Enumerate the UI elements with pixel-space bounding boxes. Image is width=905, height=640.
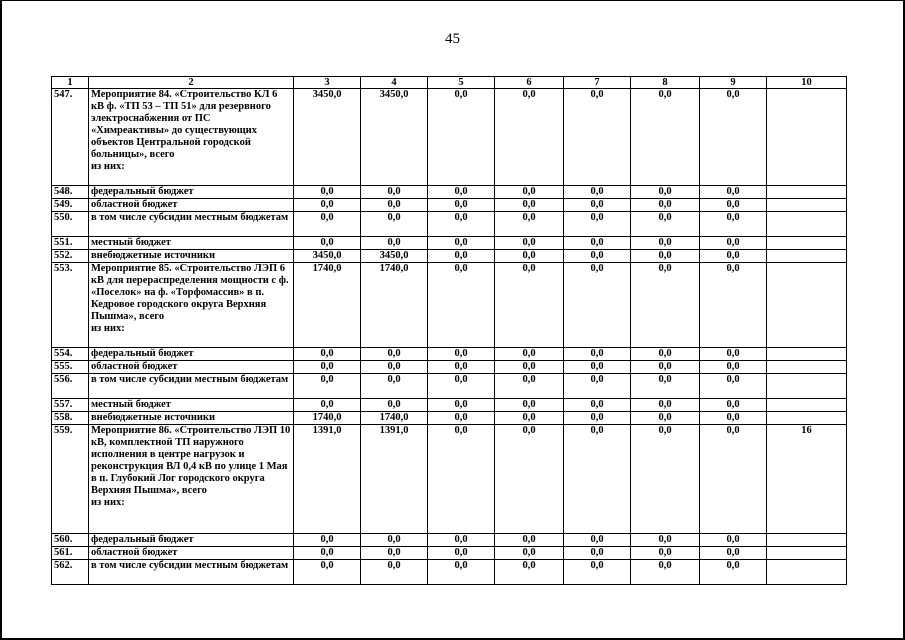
- table-row: [52, 412, 847, 425]
- value-cell: 3450,0: [294, 250, 361, 263]
- value-cell: 0,0: [495, 374, 564, 399]
- value-cell: 0,0: [564, 412, 631, 425]
- value-cell: 0,0: [428, 348, 495, 361]
- table-row: [52, 560, 847, 585]
- value-cell: 0,0: [294, 199, 361, 212]
- item-name-cell: областной бюджет: [89, 361, 294, 374]
- value-cell: 0,0: [428, 399, 495, 412]
- value-cell: 0,0: [564, 237, 631, 250]
- column-10-cell: [767, 212, 847, 237]
- value-cell: 0,0: [564, 361, 631, 374]
- row-number-cell: 552.: [52, 250, 89, 263]
- row-number-cell: 547.: [52, 89, 89, 186]
- item-name-cell: Мероприятие 84. «Строительство КЛ 6 кВ ф. «ТП 53 – ТП 51» для резервного электроснабжения от ПС «Химреактивы» до существующих объектов Центральной городской больницы», всего из них:: [89, 89, 294, 186]
- table-row: [52, 361, 847, 374]
- table-row: [52, 425, 847, 534]
- column-10-cell: [767, 399, 847, 412]
- value-cell: 0,0: [294, 186, 361, 199]
- table-row: [52, 547, 847, 560]
- value-cell: 0,0: [361, 534, 428, 547]
- column-header: 8: [631, 77, 700, 89]
- value-cell: 0,0: [631, 89, 700, 186]
- value-cell: 0,0: [700, 412, 767, 425]
- column-10-cell: [767, 263, 847, 348]
- column-10-cell: [767, 560, 847, 585]
- value-cell: 0,0: [361, 348, 428, 361]
- row-number-cell: 549.: [52, 199, 89, 212]
- value-cell: 0,0: [564, 547, 631, 560]
- value-cell: 0,0: [700, 89, 767, 186]
- header-row: [52, 77, 847, 89]
- value-cell: 0,0: [631, 361, 700, 374]
- item-name-cell: областной бюджет: [89, 547, 294, 560]
- value-cell: 0,0: [700, 547, 767, 560]
- column-10-cell: [767, 348, 847, 361]
- value-cell: 0,0: [294, 212, 361, 237]
- item-name-cell: областной бюджет: [89, 199, 294, 212]
- value-cell: 0,0: [700, 199, 767, 212]
- value-cell: 0,0: [700, 348, 767, 361]
- value-cell: 0,0: [294, 534, 361, 547]
- value-cell: 0,0: [564, 534, 631, 547]
- value-cell: 1740,0: [361, 263, 428, 348]
- table-row: [52, 250, 847, 263]
- table-row: [52, 374, 847, 399]
- value-cell: 0,0: [361, 374, 428, 399]
- item-name-cell: в том числе субсидии местным бюджетам: [89, 374, 294, 399]
- value-cell: 0,0: [495, 212, 564, 237]
- item-name-cell: внебюджетные источники: [89, 412, 294, 425]
- value-cell: 0,0: [361, 199, 428, 212]
- row-number-cell: 558.: [52, 412, 89, 425]
- row-number-cell: 561.: [52, 547, 89, 560]
- row-number-cell: 548.: [52, 186, 89, 199]
- column-header: 9: [700, 77, 767, 89]
- value-cell: 0,0: [361, 399, 428, 412]
- column-10-cell: [767, 547, 847, 560]
- value-cell: 0,0: [700, 534, 767, 547]
- column-10-cell: [767, 199, 847, 212]
- page-number: 45: [445, 31, 460, 47]
- value-cell: 3450,0: [361, 250, 428, 263]
- value-cell: 1740,0: [361, 412, 428, 425]
- value-cell: 0,0: [495, 250, 564, 263]
- value-cell: 0,0: [631, 425, 700, 534]
- item-name-cell: местный бюджет: [89, 237, 294, 250]
- value-cell: 0,0: [564, 89, 631, 186]
- column-10-cell: [767, 374, 847, 399]
- value-cell: 0,0: [294, 547, 361, 560]
- column-header: 4: [361, 77, 428, 89]
- value-cell: 0,0: [428, 212, 495, 237]
- value-cell: 0,0: [361, 186, 428, 199]
- value-cell: 0,0: [700, 237, 767, 250]
- item-name-cell: внебюджетные источники: [89, 250, 294, 263]
- item-name-cell: Мероприятие 85. «Строительство ЛЭП 6 кВ для перераспределения мощности с ф. «Поселок» на ф. «Торфомассив» в п. Кедровое городского округа Верхняя Пышма», всего из них:: [89, 263, 294, 348]
- value-cell: 0,0: [428, 89, 495, 186]
- column-10-cell: [767, 412, 847, 425]
- value-cell: 0,0: [495, 547, 564, 560]
- value-cell: 0,0: [631, 199, 700, 212]
- value-cell: 0,0: [631, 212, 700, 237]
- value-cell: 0,0: [564, 250, 631, 263]
- value-cell: 0,0: [428, 560, 495, 585]
- column-10-cell: [767, 534, 847, 547]
- value-cell: 0,0: [495, 89, 564, 186]
- column-header: 6: [495, 77, 564, 89]
- value-cell: 0,0: [361, 237, 428, 250]
- row-number-cell: 553.: [52, 263, 89, 348]
- value-cell: 0,0: [631, 547, 700, 560]
- value-cell: 0,0: [700, 374, 767, 399]
- value-cell: 0,0: [495, 560, 564, 585]
- value-cell: 0,0: [631, 399, 700, 412]
- value-cell: 0,0: [495, 425, 564, 534]
- row-number-cell: 557.: [52, 399, 89, 412]
- value-cell: 0,0: [294, 560, 361, 585]
- column-header: 1: [52, 77, 89, 89]
- value-cell: 0,0: [631, 263, 700, 348]
- table-row: [52, 199, 847, 212]
- value-cell: 0,0: [428, 412, 495, 425]
- row-number-cell: 562.: [52, 560, 89, 585]
- value-cell: 0,0: [700, 560, 767, 585]
- value-cell: 0,0: [564, 199, 631, 212]
- column-10-cell: [767, 89, 847, 186]
- value-cell: 1740,0: [294, 263, 361, 348]
- column-10-cell: 16: [767, 425, 847, 534]
- item-name-cell: федеральный бюджет: [89, 534, 294, 547]
- item-name-cell: местный бюджет: [89, 399, 294, 412]
- row-number-cell: 554.: [52, 348, 89, 361]
- value-cell: 0,0: [361, 547, 428, 560]
- value-cell: 0,0: [495, 534, 564, 547]
- value-cell: 0,0: [294, 348, 361, 361]
- value-cell: 0,0: [631, 237, 700, 250]
- value-cell: 0,0: [428, 250, 495, 263]
- value-cell: 0,0: [428, 374, 495, 399]
- value-cell: 0,0: [564, 186, 631, 199]
- value-cell: 0,0: [495, 412, 564, 425]
- value-cell: 0,0: [361, 212, 428, 237]
- value-cell: 0,0: [564, 399, 631, 412]
- value-cell: 0,0: [700, 186, 767, 199]
- value-cell: 0,0: [361, 560, 428, 585]
- column-10-cell: [767, 361, 847, 374]
- value-cell: 0,0: [428, 263, 495, 348]
- column-10-cell: [767, 237, 847, 250]
- value-cell: 0,0: [428, 186, 495, 199]
- value-cell: 0,0: [700, 212, 767, 237]
- column-10-cell: [767, 186, 847, 199]
- value-cell: 0,0: [631, 534, 700, 547]
- value-cell: 3450,0: [294, 89, 361, 186]
- value-cell: 1740,0: [294, 412, 361, 425]
- value-cell: 0,0: [700, 361, 767, 374]
- value-cell: 0,0: [700, 399, 767, 412]
- table-body: [52, 77, 847, 585]
- table-row: [52, 348, 847, 361]
- value-cell: 0,0: [631, 560, 700, 585]
- table-row: [52, 186, 847, 199]
- value-cell: 0,0: [564, 263, 631, 348]
- value-cell: 0,0: [495, 199, 564, 212]
- value-cell: 0,0: [700, 250, 767, 263]
- value-cell: 3450,0: [361, 89, 428, 186]
- value-cell: 0,0: [564, 425, 631, 534]
- value-cell: 0,0: [294, 361, 361, 374]
- value-cell: 1391,0: [294, 425, 361, 534]
- item-name-cell: в том числе субсидии местным бюджетам: [89, 560, 294, 585]
- row-number-cell: 550.: [52, 212, 89, 237]
- value-cell: 0,0: [428, 199, 495, 212]
- value-cell: 0,0: [428, 361, 495, 374]
- budget-table: [51, 76, 847, 585]
- column-header: 5: [428, 77, 495, 89]
- value-cell: 0,0: [428, 547, 495, 560]
- value-cell: 0,0: [294, 399, 361, 412]
- table-row: [52, 263, 847, 348]
- value-cell: 0,0: [564, 348, 631, 361]
- value-cell: 0,0: [428, 425, 495, 534]
- item-name-cell: Мероприятие 86. «Строительство ЛЭП 10 кВ, комплектной ТП наружного исполнения в центре нагрузок и реконструкция ВЛ 0,4 кВ по улице 1 Мая в п. Глубокий Лог городского округа Верхняя Пышма», всего из них:: [89, 425, 294, 534]
- value-cell: 0,0: [294, 374, 361, 399]
- column-header: 2: [89, 77, 294, 89]
- row-number-cell: 551.: [52, 237, 89, 250]
- item-name-cell: федеральный бюджет: [89, 348, 294, 361]
- value-cell: 0,0: [495, 348, 564, 361]
- value-cell: 0,0: [495, 263, 564, 348]
- value-cell: 0,0: [428, 534, 495, 547]
- column-header: 10: [767, 77, 847, 89]
- table-row: [52, 399, 847, 412]
- value-cell: 0,0: [294, 237, 361, 250]
- value-cell: 0,0: [631, 348, 700, 361]
- value-cell: 0,0: [631, 412, 700, 425]
- value-cell: 0,0: [361, 361, 428, 374]
- item-name-cell: в том числе субсидии местным бюджетам: [89, 212, 294, 237]
- value-cell: 0,0: [495, 399, 564, 412]
- value-cell: 0,0: [495, 361, 564, 374]
- table-row: [52, 89, 847, 186]
- row-number-cell: 555.: [52, 361, 89, 374]
- value-cell: 0,0: [564, 212, 631, 237]
- column-10-cell: [767, 250, 847, 263]
- value-cell: 0,0: [631, 186, 700, 199]
- row-number-cell: 560.: [52, 534, 89, 547]
- column-header: 7: [564, 77, 631, 89]
- value-cell: 0,0: [564, 560, 631, 585]
- row-number-cell: 556.: [52, 374, 89, 399]
- value-cell: 0,0: [564, 374, 631, 399]
- value-cell: 0,0: [700, 425, 767, 534]
- value-cell: 0,0: [631, 250, 700, 263]
- value-cell: 1391,0: [361, 425, 428, 534]
- table-row: [52, 212, 847, 237]
- value-cell: 0,0: [495, 186, 564, 199]
- item-name-cell: федеральный бюджет: [89, 186, 294, 199]
- row-number-cell: 559.: [52, 425, 89, 534]
- value-cell: 0,0: [631, 374, 700, 399]
- value-cell: 0,0: [495, 237, 564, 250]
- column-header: 3: [294, 77, 361, 89]
- value-cell: 0,0: [700, 263, 767, 348]
- value-cell: 0,0: [428, 237, 495, 250]
- table-row: [52, 534, 847, 547]
- table-row: [52, 237, 847, 250]
